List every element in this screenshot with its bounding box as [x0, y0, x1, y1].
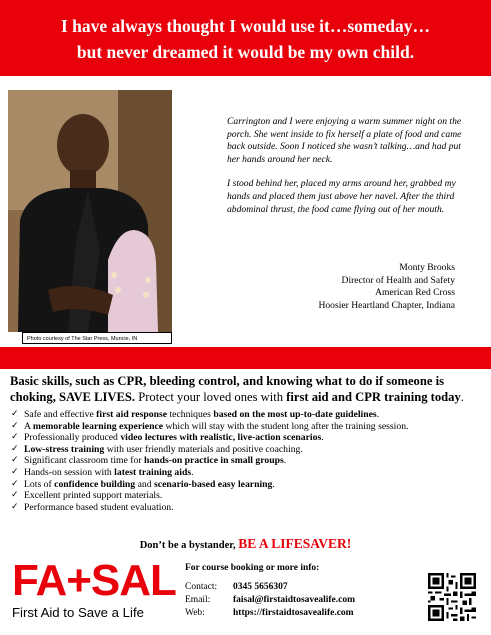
signature-chapter: Hoosier Heartland Chapter, Indiana: [318, 299, 455, 311]
intro-paragraph: [10, 374, 484, 405]
checkmark-icon: ✓: [11, 501, 19, 512]
list-item: [10, 490, 488, 502]
story-paragraph-2: I stood behind her, placed my arms around her, grabbed my hands and placed them just above her navel. After the third abdominal thrust, the food came flying out of her mouth.: [227, 178, 456, 215]
list-item: [10, 467, 488, 479]
item-text: Hands-on session with: [24, 466, 115, 478]
web-label: Web:: [185, 608, 205, 618]
item-text: and: [135, 478, 154, 490]
headline-banner: [0, 0, 491, 76]
item-text: .: [272, 478, 275, 490]
item-text: .: [191, 466, 194, 478]
checkmark-icon: ✓: [11, 455, 19, 466]
item-emphasis: confidence building: [54, 478, 136, 490]
item-emphasis: based on the most up-to-date guidelines: [213, 409, 377, 420]
item-text: Safe and effective: [24, 409, 97, 420]
photo-illustration: [8, 90, 172, 332]
phone-label: Contact:: [185, 582, 218, 592]
contact-row-phone: [185, 581, 319, 594]
logo-wordmark: FA+SAL: [12, 556, 176, 605]
list-item: [10, 479, 488, 491]
item-text: which will stay with the student long after the training session.: [163, 420, 409, 432]
intro-bold: Basic skills, such as CPR, bleeding control, and knowing what to do if someone is choking, SAVE LIVES.: [10, 374, 444, 404]
checkmark-icon: ✓: [11, 466, 19, 477]
item-emphasis: first aid response: [96, 409, 168, 420]
item-text: Professionally produced: [24, 432, 121, 444]
qr-code-icon: [428, 573, 476, 621]
item-emphasis: memorable learning experience: [32, 420, 164, 432]
item-emphasis: latest training aids: [114, 466, 192, 478]
section-divider-bar: [0, 347, 491, 369]
item-text: Excellent printed support materials.: [24, 490, 163, 502]
list-item: [10, 432, 488, 444]
item-text: .: [283, 455, 287, 467]
cta-suffix: !: [346, 536, 352, 551]
signature-org: American Red Cross: [375, 287, 455, 299]
faisal-logo: [12, 556, 176, 627]
list-item: [10, 421, 488, 433]
item-emphasis: video lectures with realistic, live-action scenarios: [120, 432, 322, 444]
testimonial-photo-block: [8, 90, 172, 346]
checkmark-icon: ✓: [11, 478, 19, 489]
intro-bold-2: first aid and CPR training today: [286, 389, 461, 404]
list-item: [10, 409, 488, 421]
item-emphasis: Low-stress training: [24, 443, 105, 455]
item-text: A: [24, 420, 33, 432]
signature-name: Monty Brooks: [399, 262, 455, 273]
item-text: .: [321, 432, 324, 444]
checkmark-icon: ✓: [11, 420, 19, 431]
call-to-action: [0, 536, 491, 552]
item-text: .: [376, 409, 380, 420]
logo-tagline: First Aid to Save a Life: [12, 605, 144, 620]
item-emphasis: scenario-based easy learning: [154, 478, 273, 490]
item-text: with user friendly materials and positive coaching.: [104, 443, 303, 455]
signature-title: Director of Health and Safety: [341, 274, 455, 286]
checkmark-icon: ✓: [11, 409, 19, 419]
item-text: Performance based student evaluation.: [24, 501, 174, 513]
email-label: Email:: [185, 595, 211, 605]
contact-heading: For course booking or more info:: [185, 563, 320, 573]
story-paragraph-1: Carrington and I were enjoying a warm summer night on the porch. She went inside to fix herself a plate of food and came back outside. Soon I noticed she wasn’t talking…and had put her hands around her neck.: [227, 116, 462, 165]
item-emphasis: hands-on practice in small groups: [144, 455, 284, 467]
intro-text-2: .: [460, 389, 464, 404]
item-text: Lots of: [24, 478, 55, 490]
list-item: [10, 502, 488, 514]
contact-block: [185, 562, 356, 620]
checkmark-icon: ✓: [11, 490, 19, 501]
benefits-list: [10, 409, 488, 513]
cta-prefix: Don’t be a bystander,: [139, 540, 239, 551]
headline-line-2: but never dreamed it would be my own child.: [76, 42, 415, 62]
cta-highlight: BE A LIFESAVER: [238, 536, 347, 551]
web-value[interactable]: https://firstaidtosavealife.com: [233, 608, 354, 618]
email-value[interactable]: faisal@firstaidtosavealife.com: [233, 595, 356, 605]
testimonial-photo: [8, 90, 172, 332]
list-item: [10, 455, 488, 467]
checkmark-icon: ✓: [11, 443, 19, 454]
contact-row-web: [185, 607, 354, 620]
checkmark-icon: ✓: [11, 432, 19, 443]
item-text: techniques: [167, 409, 214, 420]
intro-text-1: Protect your loved ones with: [135, 389, 287, 404]
headline-line-1: I have always thought I would use it…someday…: [60, 16, 430, 36]
list-item: [10, 444, 488, 456]
testimonial-story: [227, 116, 465, 228]
contact-row-email: [185, 594, 356, 607]
photo-credit: Photo courtesy of The Star Press, Muncie, IN: [22, 332, 172, 344]
item-text: Significant classroom time for: [24, 455, 144, 467]
testimonial-signature: [318, 262, 455, 312]
phone-value: 0345 5656307: [233, 582, 288, 592]
